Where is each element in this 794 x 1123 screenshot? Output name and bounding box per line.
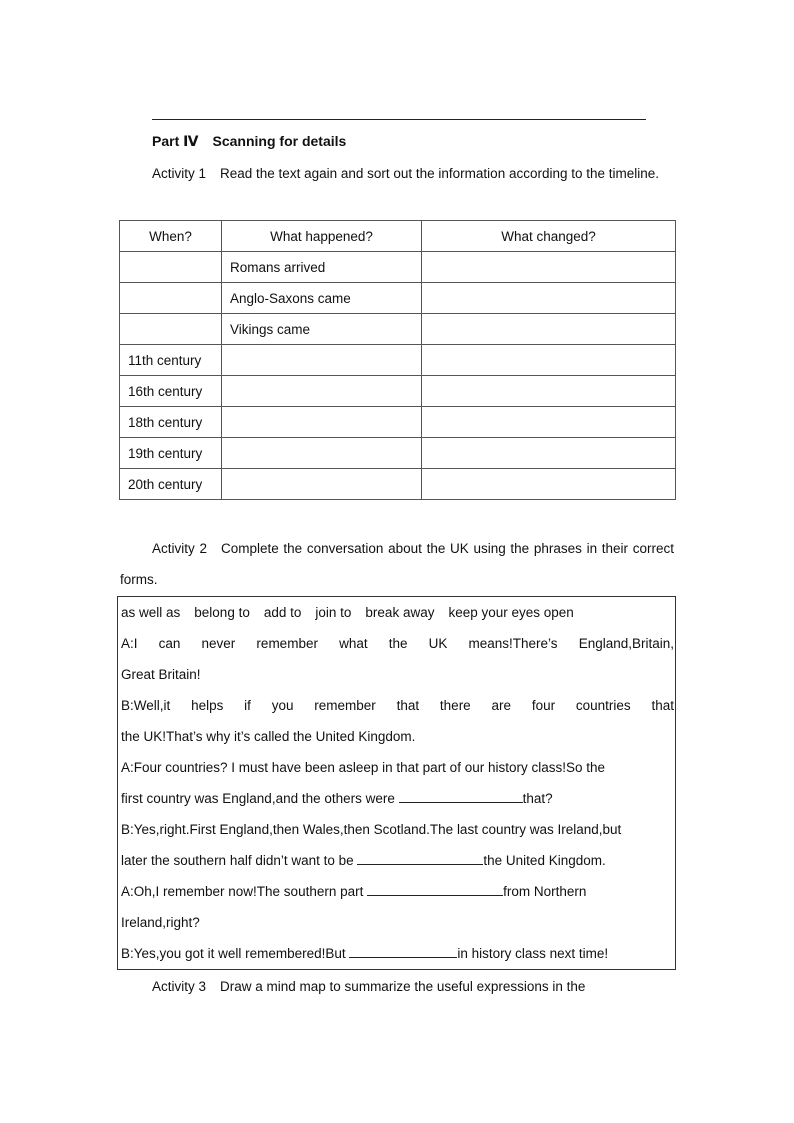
part-label: Part Ⅳ bbox=[152, 133, 199, 149]
activity1-instruction bbox=[120, 158, 674, 189]
conversation-box bbox=[117, 596, 676, 970]
activity2-instruction bbox=[120, 533, 674, 595]
conversation-line bbox=[121, 845, 674, 876]
phrase-item: join to bbox=[315, 605, 352, 620]
table-row bbox=[120, 469, 676, 500]
activity3-label: Activity 3 bbox=[152, 979, 207, 994]
phrase-item: break away bbox=[365, 605, 435, 620]
line-text-after: that? bbox=[522, 791, 553, 806]
cell-when[interactable] bbox=[120, 314, 222, 345]
cell-happened[interactable] bbox=[222, 345, 422, 376]
line-text-before: first country was England,and the others were bbox=[121, 791, 399, 806]
timeline-table bbox=[119, 220, 676, 500]
cell-happened: Vikings came bbox=[222, 314, 422, 345]
header-what-happened: What happened? bbox=[222, 221, 422, 252]
cell-when[interactable] bbox=[120, 252, 222, 283]
phrase-item: belong to bbox=[194, 605, 250, 620]
cell-when: 18th century bbox=[120, 407, 222, 438]
table-row bbox=[120, 252, 676, 283]
conversation-line: B:Well,it helps if you remember that there are four countries that bbox=[121, 698, 674, 713]
cell-when: 11th century bbox=[120, 345, 222, 376]
answer-blank[interactable] bbox=[367, 881, 503, 896]
conversation-line bbox=[121, 783, 674, 814]
header-what-changed: What changed? bbox=[422, 221, 676, 252]
table-row bbox=[120, 314, 676, 345]
part-title-text: Scanning for details bbox=[212, 133, 347, 149]
table-row bbox=[120, 283, 676, 314]
cell-happened[interactable] bbox=[222, 407, 422, 438]
conversation-line: A:Four countries? I must have been asleep in that part of our history class!So the bbox=[121, 760, 606, 775]
table-row bbox=[120, 376, 676, 407]
cell-happened: Romans arrived bbox=[222, 252, 422, 283]
cell-changed[interactable] bbox=[422, 376, 676, 407]
cell-when: 20th century bbox=[120, 469, 222, 500]
table-row bbox=[120, 345, 676, 376]
conversation-line: A:I can never remember what the UK means!There’s England,Britain, bbox=[121, 636, 674, 651]
cell-happened[interactable] bbox=[222, 469, 422, 500]
cell-happened[interactable] bbox=[222, 376, 422, 407]
activity1-text: Read the text again and sort out the information according to the timeline. bbox=[220, 166, 660, 181]
cell-changed[interactable] bbox=[422, 438, 676, 469]
answer-blank[interactable] bbox=[399, 788, 523, 803]
answer-blank[interactable] bbox=[357, 850, 483, 865]
cell-when: 16th century bbox=[120, 376, 222, 407]
cell-changed[interactable] bbox=[422, 252, 676, 283]
conversation-line: Ireland,right? bbox=[121, 915, 200, 930]
cell-changed[interactable] bbox=[422, 345, 676, 376]
cell-changed[interactable] bbox=[422, 283, 676, 314]
phrase-item: add to bbox=[263, 605, 302, 620]
line-text-before: A:Oh,I remember now!The southern part bbox=[121, 884, 368, 899]
activity3-text: Draw a mind map to summarize the useful expressions in the bbox=[220, 979, 586, 994]
activity2-label: Activity 2 bbox=[152, 541, 207, 556]
phrase-item: keep your eyes open bbox=[448, 605, 574, 620]
phrase-item: as well as bbox=[121, 605, 181, 620]
answer-blank[interactable] bbox=[349, 943, 457, 958]
activity3-instruction bbox=[120, 971, 674, 1002]
conversation-line: Great Britain! bbox=[121, 667, 201, 682]
cell-changed[interactable] bbox=[422, 407, 676, 438]
header-when: When? bbox=[120, 221, 222, 252]
line-text-after: from Northern bbox=[503, 884, 587, 899]
cell-changed[interactable] bbox=[422, 314, 676, 345]
header-rule bbox=[152, 119, 646, 120]
conversation-line: B:Yes,right.First England,then Wales,then Scotland.The last country was Ireland,but bbox=[121, 822, 622, 837]
table-header-row bbox=[120, 221, 676, 252]
cell-when[interactable] bbox=[120, 283, 222, 314]
part-heading bbox=[152, 133, 346, 150]
table-row bbox=[120, 407, 676, 438]
table-row bbox=[120, 438, 676, 469]
conversation-line bbox=[121, 938, 674, 969]
phrase-bank bbox=[121, 597, 674, 628]
cell-happened[interactable] bbox=[222, 438, 422, 469]
cell-when: 19th century bbox=[120, 438, 222, 469]
line-text-after: in history class next time! bbox=[457, 946, 609, 961]
conversation-line: the UK!That’s why it’s called the United Kingdom. bbox=[121, 729, 416, 744]
line-text-before: B:Yes,you got it well remembered!But bbox=[121, 946, 350, 961]
line-text-before: later the southern half didn’t want to be bbox=[121, 853, 358, 868]
conversation-line bbox=[121, 876, 674, 907]
cell-happened: Anglo-Saxons came bbox=[222, 283, 422, 314]
line-text-after: the United Kingdom. bbox=[483, 853, 606, 868]
cell-changed[interactable] bbox=[422, 469, 676, 500]
activity2-text: Complete the conversation about the UK using the phrases in their correct forms. bbox=[120, 541, 674, 587]
activity1-label: Activity 1 bbox=[152, 166, 207, 181]
